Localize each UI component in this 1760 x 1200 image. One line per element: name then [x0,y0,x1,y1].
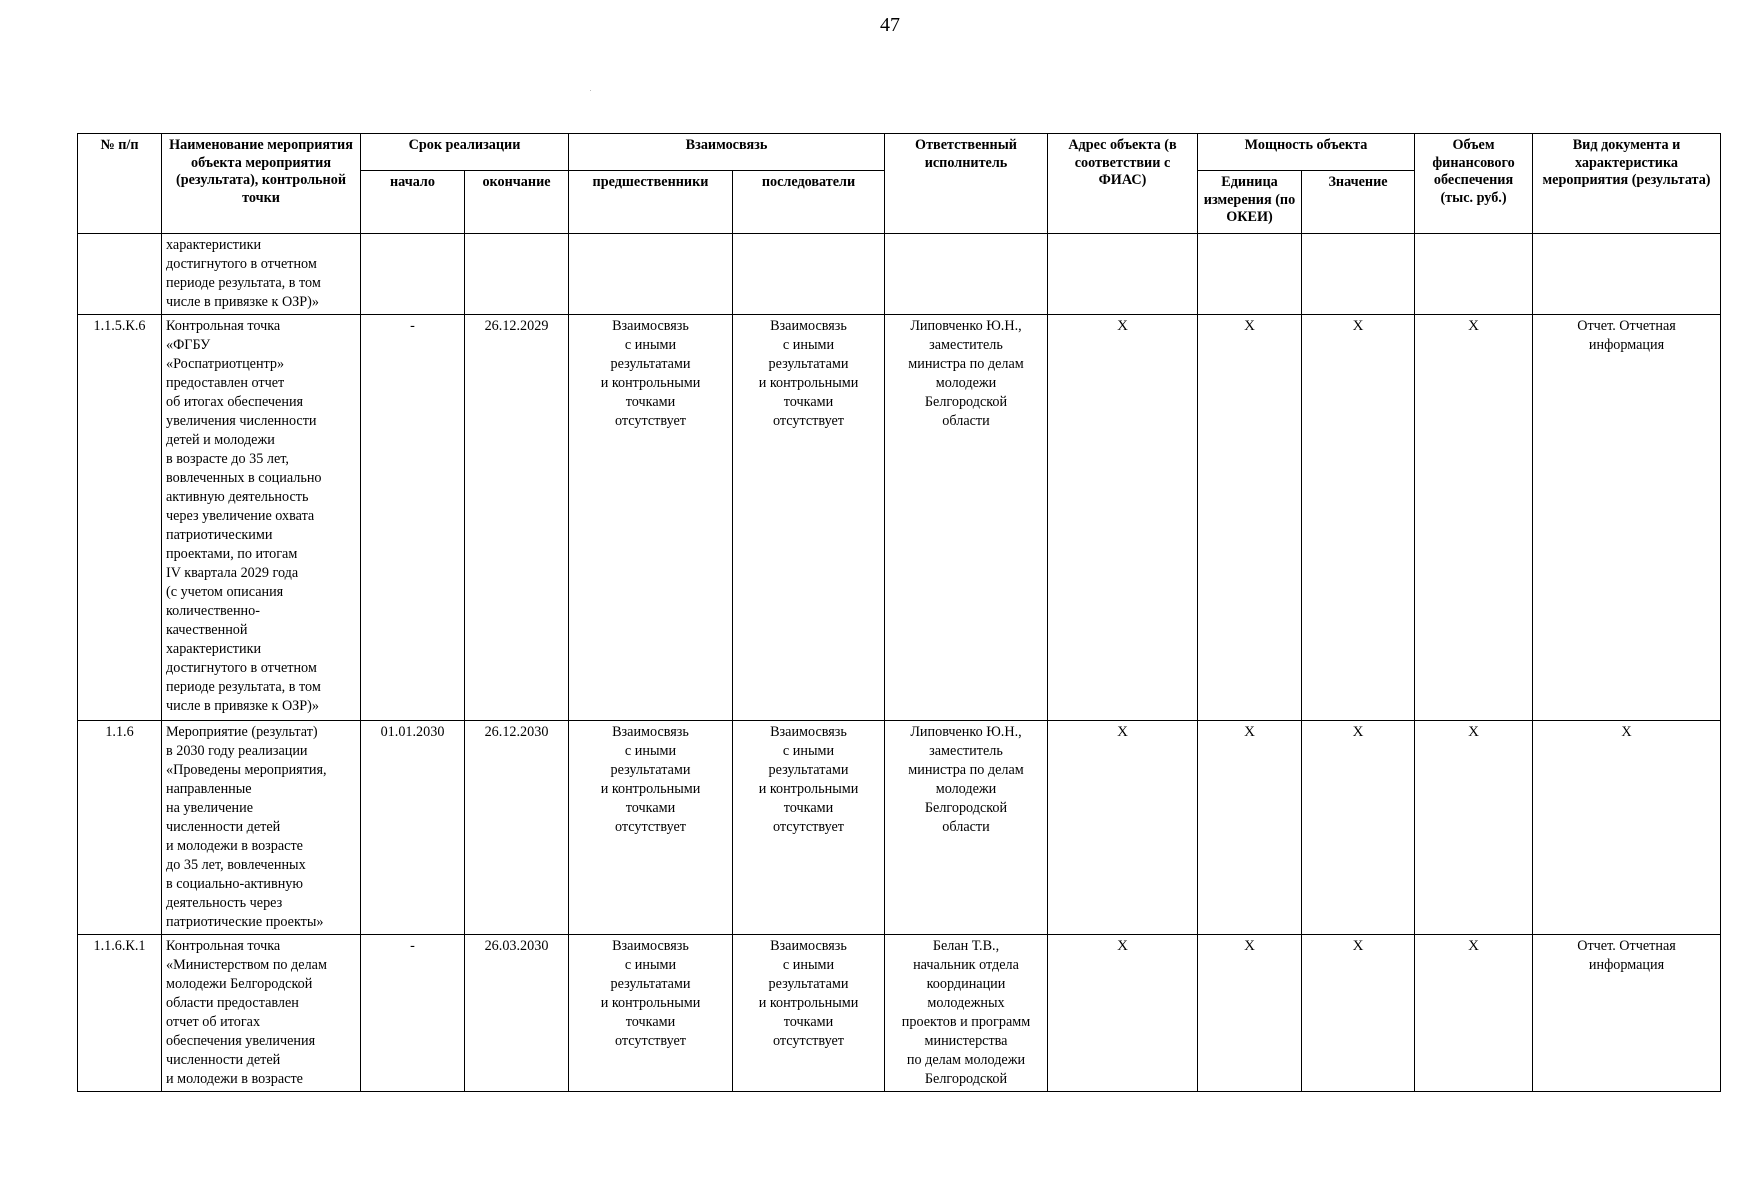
header-doc: Вид документа и характеристика мероприятия (результата) [1533,134,1721,234]
cell-name: Мероприятие (результат) в 2030 году реализации «Проведены мероприятия, направленные на увеличение численности детей и молодежи в возрасте до 35 лет, вовлеченных в социально-активную деятельность через патриотические проекты» [162,721,361,935]
header-address: Адрес объекта (в соответствии с ФИАС) [1048,134,1198,234]
cell-next: Взаимосвязь с иными результатами и контрольными точками отсутствует [733,315,885,721]
scan-mark [590,90,591,91]
cell-name: Контрольная точка «ФГБУ «Роспатриотцентр» предоставлен отчет об итогах обеспечения увеличения численности детей и молодежи в возрасте до 35 лет, вовлеченных в социально активную деятельность через увеличение охвата патриотическими проектами, по итогам IV квартала 2029 года (с учетом описания количественно- качественной характеристики достигнутого в отчетном периоде результата, в том числе в привязке к ОЗР)» [162,315,361,721]
header-period-start: начало [361,171,465,234]
cell-next [733,234,885,315]
cell-end: 26.12.2029 [465,315,569,721]
cell-responsible [885,234,1048,315]
cell-name: характеристики достигнутого в отчетном периоде результата, в том числе в привязке к ОЗР)» [162,234,361,315]
cell-end: 26.12.2030 [465,721,569,935]
table-row [78,935,1721,1092]
cell-address: Х [1048,315,1198,721]
cell-doc: Отчет. Отчетная информация [1533,935,1721,1092]
cell-value: Х [1302,935,1415,1092]
table-row [78,721,1721,935]
header-responsible: Ответственный исполнитель [885,134,1048,234]
cell-start [361,234,465,315]
cell-name: Контрольная точка «Министерством по делам молодежи Белгородской области предоставлен отчет об итогах обеспечения увеличения численности детей и молодежи в возрасте [162,935,361,1092]
cell-unit: Х [1198,721,1302,935]
header-relation: Взаимосвязь [569,134,885,171]
header-name: Наименование мероприятия объекта мероприятия (результата), контрольной точки [162,134,361,234]
cell-next: Взаимосвязь с иными результатами и контрольными точками отсутствует [733,721,885,935]
cell-value [1302,234,1415,315]
cell-num: 1.1.6 [78,721,162,935]
header-relation-next: последователи [733,171,885,234]
cell-start: 01.01.2030 [361,721,465,935]
header-finance: Объем финансового обеспечения (тыс. руб.) [1415,134,1533,234]
header-capacity: Мощность объекта [1198,134,1415,171]
header-relation-prev: предшественники [569,171,733,234]
cell-num: 1.1.6.К.1 [78,935,162,1092]
page-number: 47 [880,14,900,36]
header-period: Срок реализации [361,134,569,171]
cell-prev: Взаимосвязь с иными результатами и контрольными точками отсутствует [569,315,733,721]
cell-finance: Х [1415,935,1533,1092]
cell-doc [1533,234,1721,315]
cell-value: Х [1302,721,1415,935]
cell-doc: Х [1533,721,1721,935]
cell-next: Взаимосвязь с иными результатами и контрольными точками отсутствует [733,935,885,1092]
cell-prev: Взаимосвязь с иными результатами и контрольными точками отсутствует [569,935,733,1092]
cell-address [1048,234,1198,315]
cell-responsible: Липовченко Ю.Н., заместитель министра по делам молодежи Белгородской области [885,721,1048,935]
cell-start: - [361,935,465,1092]
cell-unit: Х [1198,315,1302,721]
cell-num: 1.1.5.К.6 [78,315,162,721]
cell-finance: Х [1415,315,1533,721]
cell-start: - [361,315,465,721]
header-row-top [78,134,1721,171]
table-row [78,234,1721,315]
cell-doc: Отчет. Отчетная информация [1533,315,1721,721]
table-row [78,315,1721,721]
cell-unit: Х [1198,935,1302,1092]
cell-value: Х [1302,315,1415,721]
cell-end [465,234,569,315]
cell-unit [1198,234,1302,315]
cell-num [78,234,162,315]
cell-responsible: Белан Т.В., начальник отдела координации молодежных проектов и программ министерства по делам молодежи Белгородской [885,935,1048,1092]
header-capacity-value: Значение [1302,171,1415,234]
cell-finance [1415,234,1533,315]
cell-prev: Взаимосвязь с иными результатами и контрольными точками отсутствует [569,721,733,935]
cell-address: Х [1048,721,1198,935]
cell-address: Х [1048,935,1198,1092]
plan-table [77,133,1721,1092]
cell-responsible: Липовченко Ю.Н., заместитель министра по делам молодежи Белгородской области [885,315,1048,721]
cell-prev [569,234,733,315]
cell-finance: Х [1415,721,1533,935]
header-capacity-unit: Единица измерения (по ОКЕИ) [1198,171,1302,234]
header-period-end: окончание [465,171,569,234]
header-num: № п/п [78,134,162,234]
cell-end: 26.03.2030 [465,935,569,1092]
